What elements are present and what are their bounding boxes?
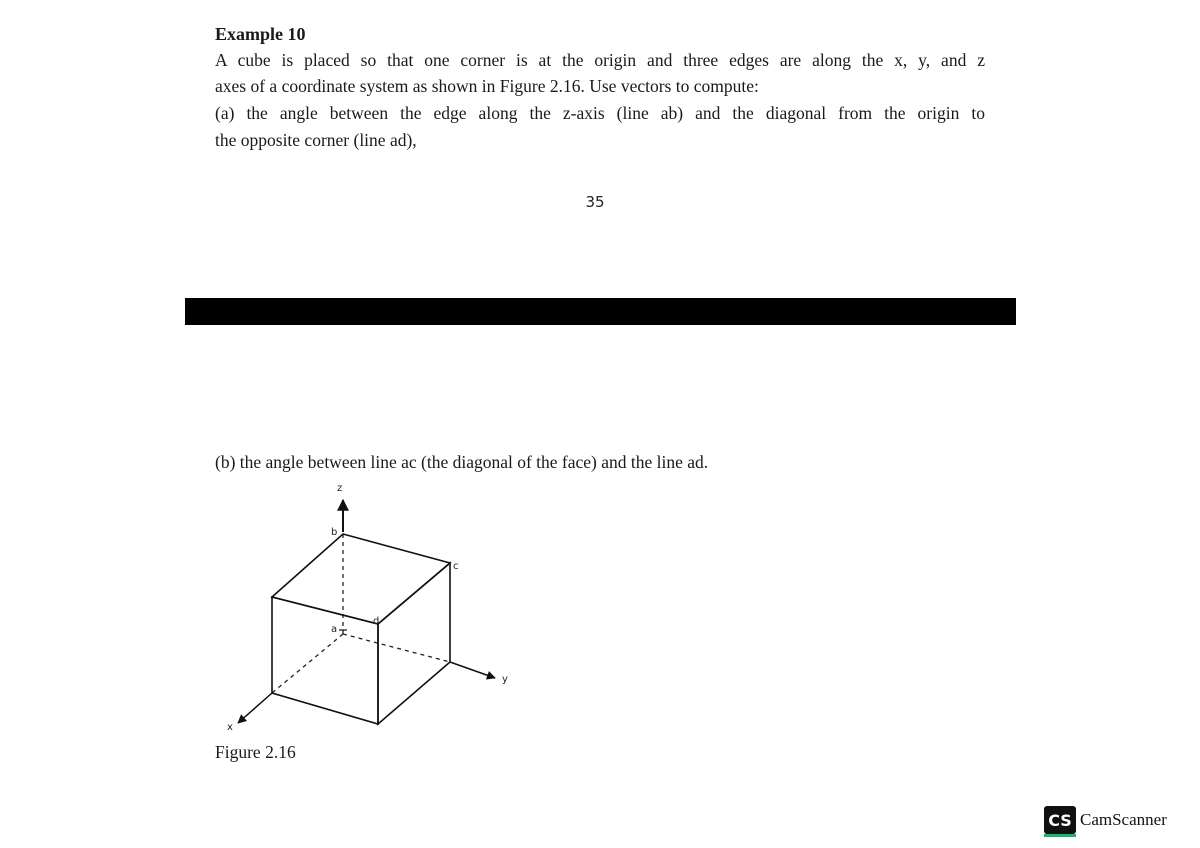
hidden-edges: [272, 534, 450, 693]
d-label: d: [373, 616, 380, 627]
camscanner-logo-icon: CS: [1044, 806, 1076, 834]
a-label: a: [331, 624, 338, 635]
problem-line-1: A cube is placed so that one corner is at the origin and three edges are along the x, y, and z: [215, 50, 985, 70]
part-b-question: (b) the angle between line ac (the diagonal of the face) and the line ad.: [215, 452, 709, 472]
page-separator-band: [185, 298, 1016, 325]
page-number: 35: [585, 193, 605, 211]
y-label: y: [502, 674, 508, 685]
problem-line-2: axes of a coordinate system as shown in Figure 2.16. Use vectors to compute:: [215, 76, 759, 96]
problem-line-4: the opposite corner (line ad),: [215, 130, 417, 150]
camscanner-watermark: [1044, 805, 1167, 835]
figure-caption: Figure 2.16: [215, 742, 296, 762]
example-title: Example 10: [215, 24, 306, 44]
y-axis: [450, 662, 495, 678]
visible-edges: [272, 534, 450, 724]
z-label: z: [337, 483, 343, 494]
camscanner-text: CamScanner: [1080, 810, 1167, 829]
problem-line-3: (a) the angle between the edge along the z-axis (line ab) and the diagonal from the origin to: [215, 103, 985, 123]
cube-figure: [215, 478, 515, 740]
c-label: c: [453, 561, 459, 572]
x-axis: [238, 693, 272, 723]
x-label: x: [227, 722, 233, 733]
b-label: b: [331, 527, 338, 538]
